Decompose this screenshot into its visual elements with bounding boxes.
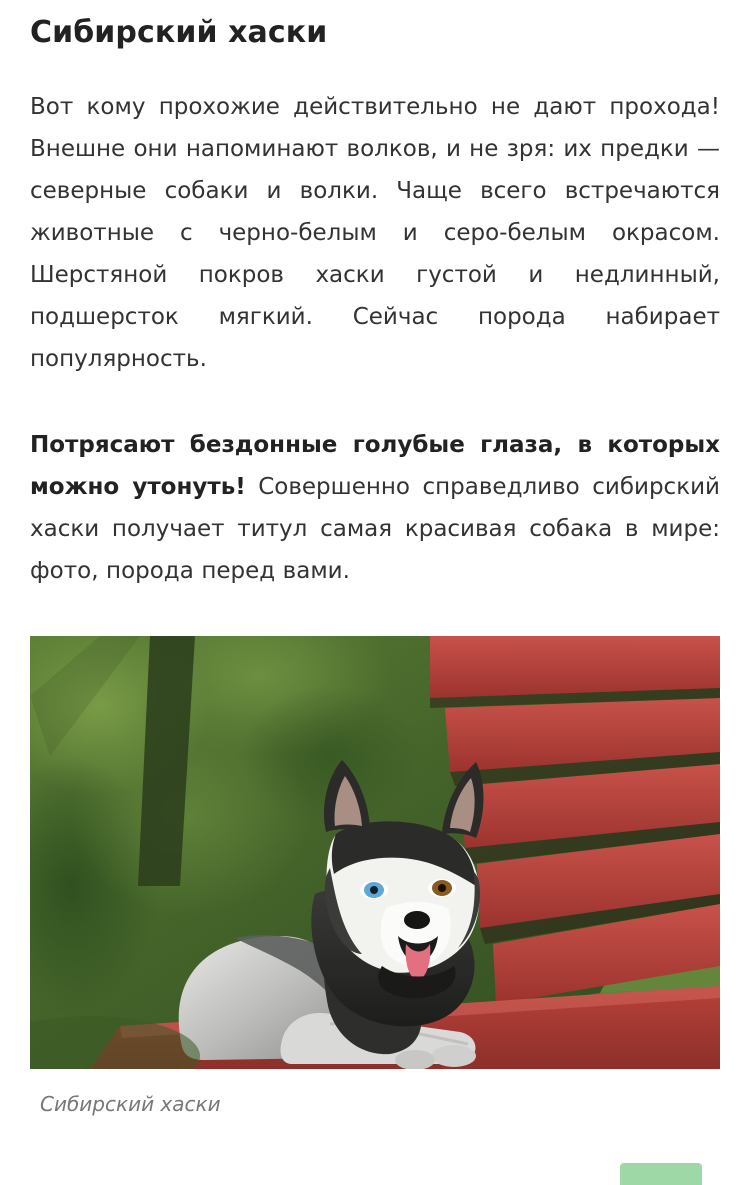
paragraph-2-text: Совершенно справедливо сибирский хаски получает титул самая красивая собака в мире: фото, порода перед вами. <box>30 473 720 584</box>
article-paragraph-1: Вот кому прохожие действительно не дают прохода! Внешне они напоминают волков, и не зря: их предки — северные собаки и волки. Чаще всего встречаются животные с черно-белым и серо-белым окрасом. Шерстяной покров хаски густой и недлинный, подшерсток мягкий. Сейчас порода набирает популярность. <box>30 93 720 372</box>
paragraph-2-bold-lead: Потрясают бездонные голубые глаза, в которых можно утонуть! <box>30 431 720 500</box>
siberian-husky-photo <box>30 636 720 1069</box>
article-paragraph-2 <box>30 380 720 592</box>
page-title: Сибирский хаски <box>30 15 328 50</box>
figure-caption: Сибирский хаски <box>40 1091 221 1116</box>
article-figure <box>30 592 720 1117</box>
bottom-chip-indicator[interactable] <box>620 1163 702 1185</box>
